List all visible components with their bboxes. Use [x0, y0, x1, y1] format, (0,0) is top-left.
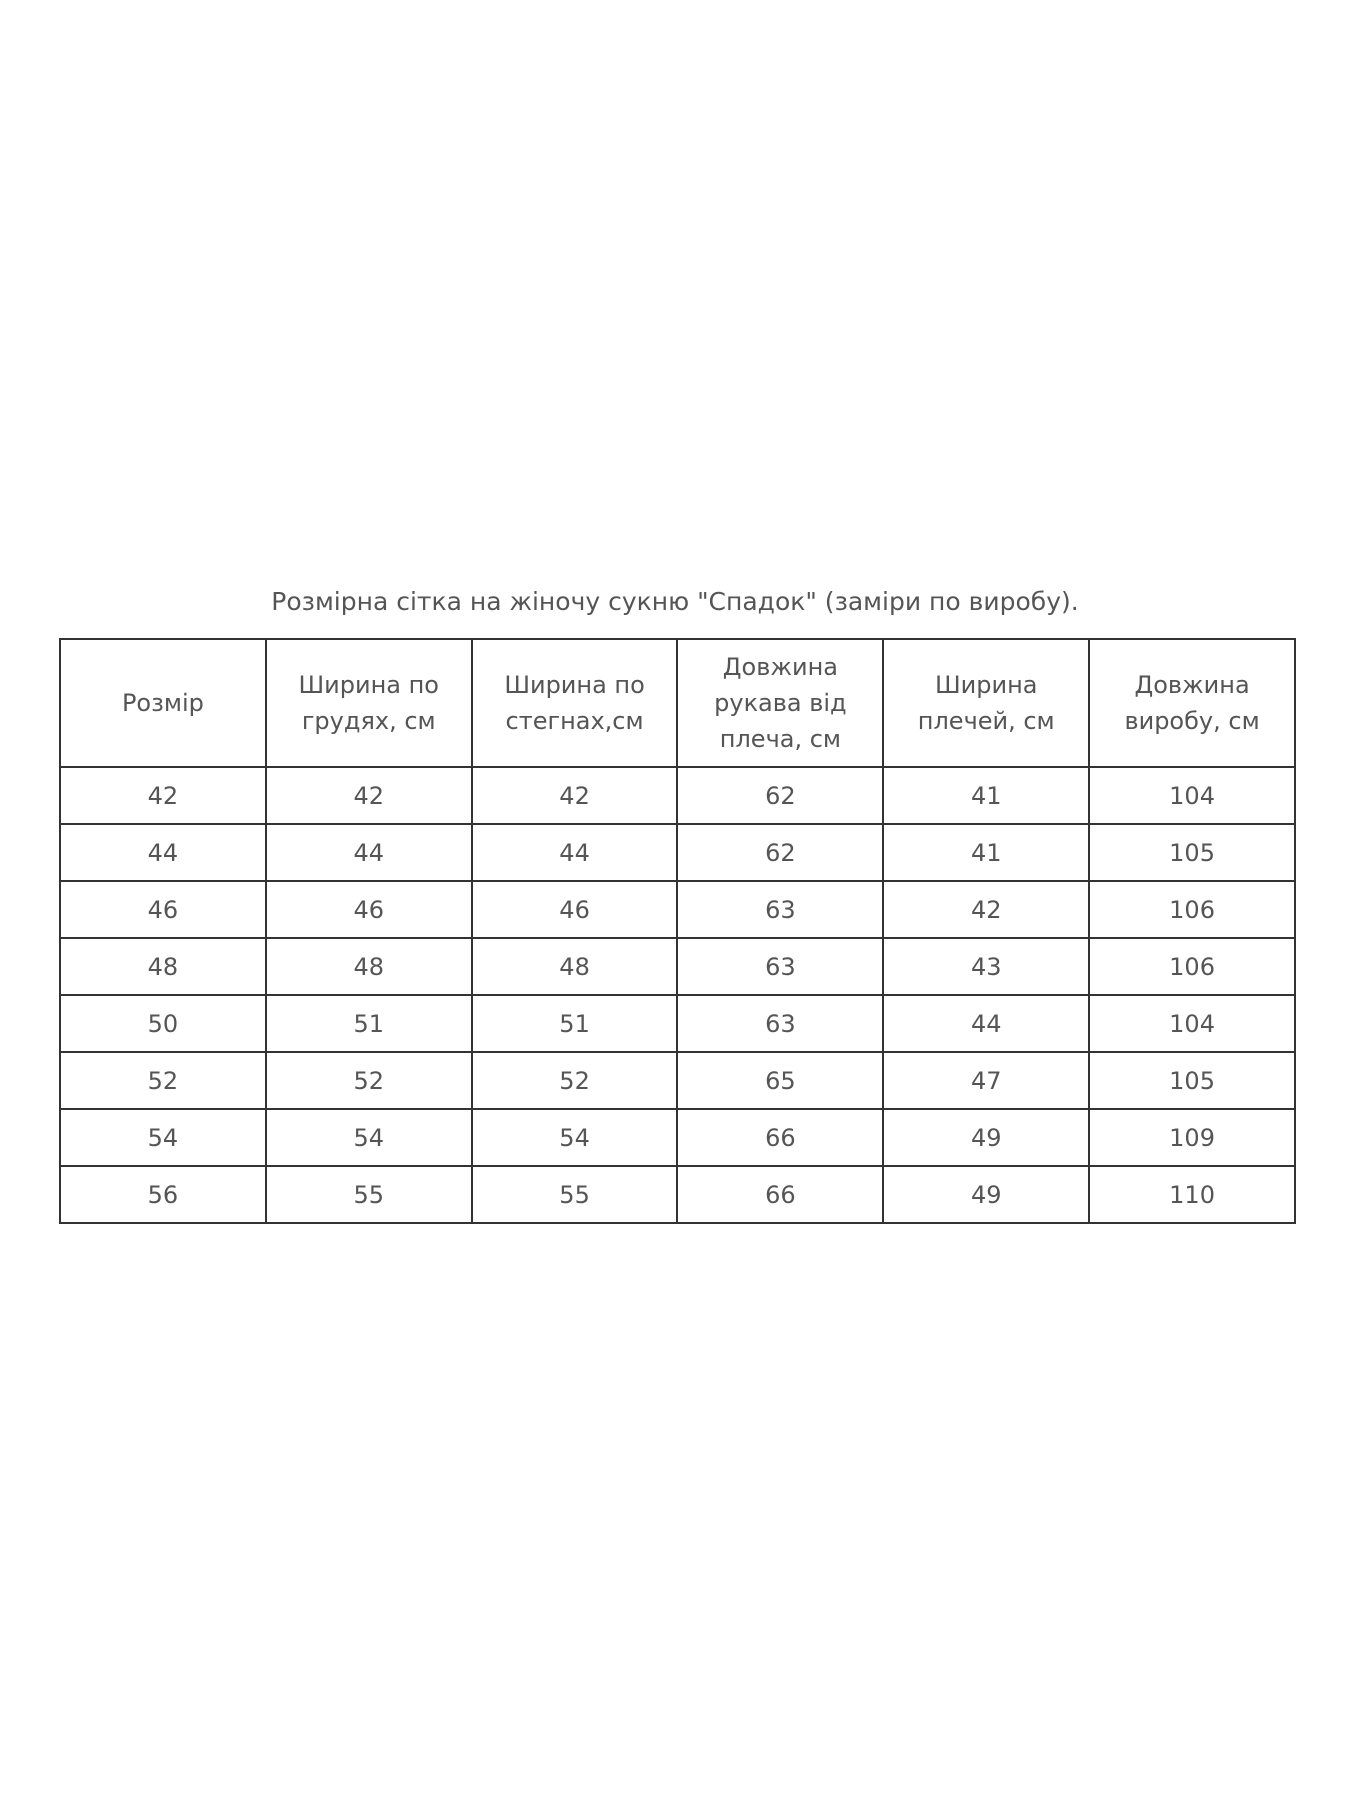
table-row — [60, 995, 1295, 1052]
size-chart-caption: Розмірна сітка на жіночу сукню "Спадок" (заміри по виробу). — [271, 587, 1079, 616]
table-cell: 110 — [1089, 1166, 1295, 1223]
table-row — [60, 1166, 1295, 1223]
table-cell: 44 — [883, 995, 1089, 1052]
table-cell: 52 — [472, 1052, 678, 1109]
table-cell: 41 — [883, 767, 1089, 824]
table-cell: 63 — [677, 995, 883, 1052]
table-cell: 46 — [472, 881, 678, 938]
header-chest-width: Ширина по грудях, см — [266, 639, 472, 767]
table-cell: 63 — [677, 938, 883, 995]
table-cell: 105 — [1089, 824, 1295, 881]
table-cell: 44 — [472, 824, 678, 881]
table-row — [60, 1109, 1295, 1166]
table-row — [60, 767, 1295, 824]
header-sleeve-length: Довжина рукава від плеча, см — [677, 639, 883, 767]
table-row — [60, 824, 1295, 881]
table-cell: 65 — [677, 1052, 883, 1109]
table-cell: 66 — [677, 1166, 883, 1223]
header-garment-length: Довжина виробу, см — [1089, 639, 1295, 767]
table-cell: 63 — [677, 881, 883, 938]
table-cell: 106 — [1089, 938, 1295, 995]
table-cell: 54 — [266, 1109, 472, 1166]
table-cell: 54 — [472, 1109, 678, 1166]
table-cell: 109 — [1089, 1109, 1295, 1166]
table-cell: 42 — [472, 767, 678, 824]
table-cell: 42 — [60, 767, 266, 824]
table-cell: 56 — [60, 1166, 266, 1223]
header-size: Розмір — [60, 639, 266, 767]
table-cell: 49 — [883, 1109, 1089, 1166]
table-cell: 44 — [266, 824, 472, 881]
table-cell: 66 — [677, 1109, 883, 1166]
table-cell: 104 — [1089, 995, 1295, 1052]
table-cell: 62 — [677, 824, 883, 881]
table-row — [60, 881, 1295, 938]
table-cell: 55 — [266, 1166, 472, 1223]
table-cell: 49 — [883, 1166, 1089, 1223]
table-cell: 46 — [266, 881, 472, 938]
table-cell: 48 — [60, 938, 266, 995]
table-cell: 62 — [677, 767, 883, 824]
header-hip-width: Ширина по стегнах,см — [472, 639, 678, 767]
header-shoulder-width: Ширина плечей, см — [883, 639, 1089, 767]
table-cell: 42 — [883, 881, 1089, 938]
table-cell: 55 — [472, 1166, 678, 1223]
table-row — [60, 938, 1295, 995]
table-cell: 47 — [883, 1052, 1089, 1109]
table-cell: 46 — [60, 881, 266, 938]
table-row — [60, 1052, 1295, 1109]
table-cell: 48 — [472, 938, 678, 995]
table-cell: 44 — [60, 824, 266, 881]
table-cell: 54 — [60, 1109, 266, 1166]
table-cell: 106 — [1089, 881, 1295, 938]
size-chart-table — [59, 638, 1296, 1224]
table-header-row — [60, 639, 1295, 767]
table-cell: 52 — [60, 1052, 266, 1109]
table-cell: 51 — [472, 995, 678, 1052]
table-cell: 105 — [1089, 1052, 1295, 1109]
table-cell: 51 — [266, 995, 472, 1052]
table-cell: 104 — [1089, 767, 1295, 824]
table-cell: 50 — [60, 995, 266, 1052]
table-cell: 43 — [883, 938, 1089, 995]
table-cell: 52 — [266, 1052, 472, 1109]
table-cell: 42 — [266, 767, 472, 824]
table-cell: 41 — [883, 824, 1089, 881]
table-cell: 48 — [266, 938, 472, 995]
